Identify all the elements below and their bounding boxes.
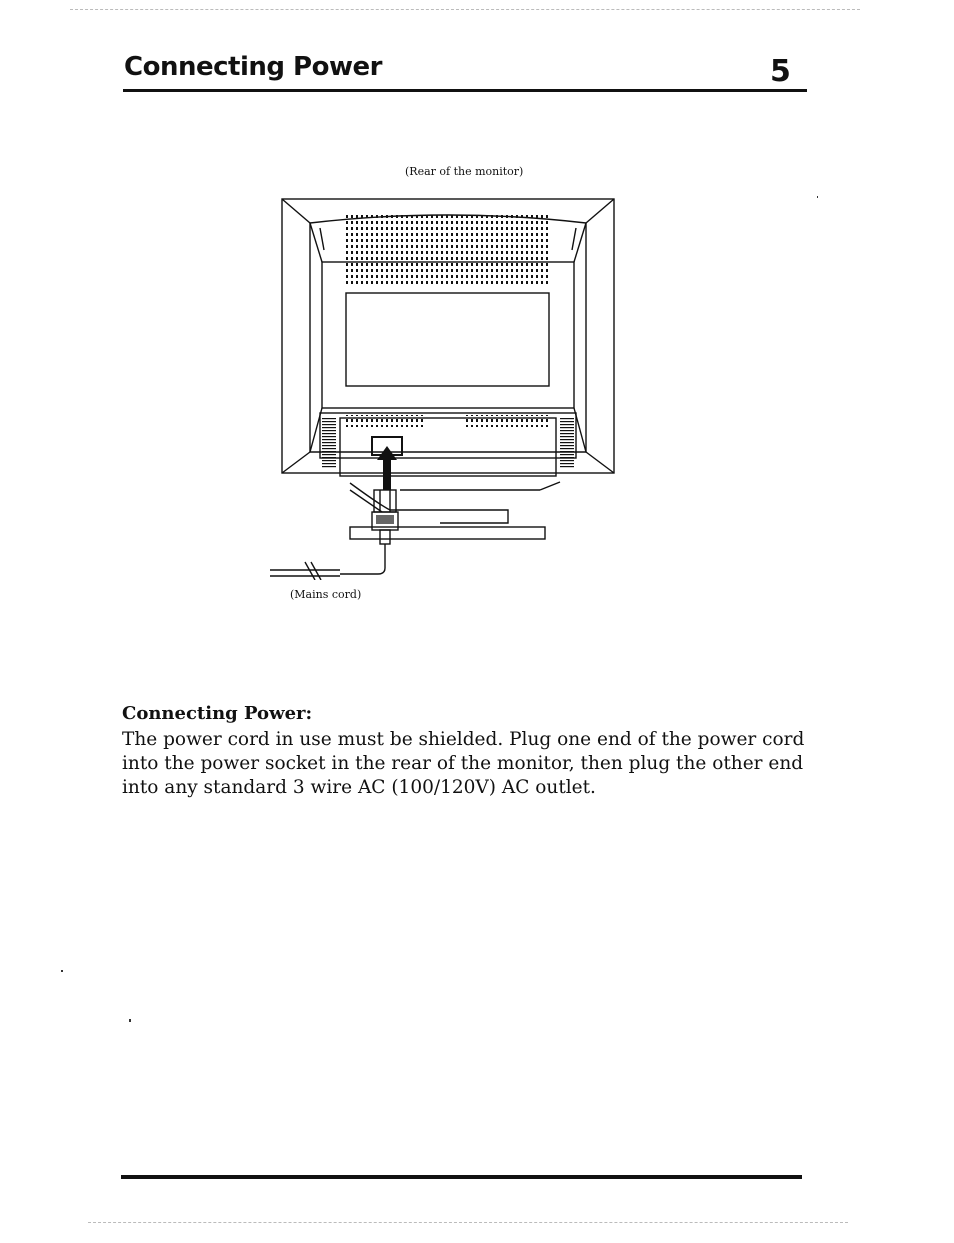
scan-speck: [61, 970, 63, 972]
lower-vents-a: [346, 415, 424, 427]
monitor-rear-diagram: [260, 190, 630, 580]
page-title: Connecting Power: [124, 52, 382, 82]
section-heading: Connecting Power:: [122, 703, 313, 724]
page-number: 5: [770, 54, 791, 89]
section-body: The power cord in use must be shielded. Plug one end of the power cord into the power socket in the rear of the monitor, then plug the other end into any standard 3 wire AC (100/120V) AC outlet.: [122, 729, 805, 798]
header-rule: [123, 89, 807, 92]
figure-caption-rear: (Rear of the monitor): [405, 165, 524, 178]
lower-vents-b: [465, 415, 550, 427]
label-plate: [346, 293, 549, 386]
top-vents: [346, 212, 550, 287]
scan-edge-bottom: [88, 1222, 848, 1223]
side-vents-left: [322, 418, 336, 468]
scan-edge-top: [70, 9, 860, 10]
side-vents-right: [560, 418, 574, 468]
figure-caption-mains: (Mains cord): [290, 588, 362, 601]
footer-rule: [121, 1175, 802, 1179]
mains-cord: [340, 544, 385, 574]
scan-speck: [129, 1019, 131, 1022]
scan-speck: [817, 196, 818, 198]
